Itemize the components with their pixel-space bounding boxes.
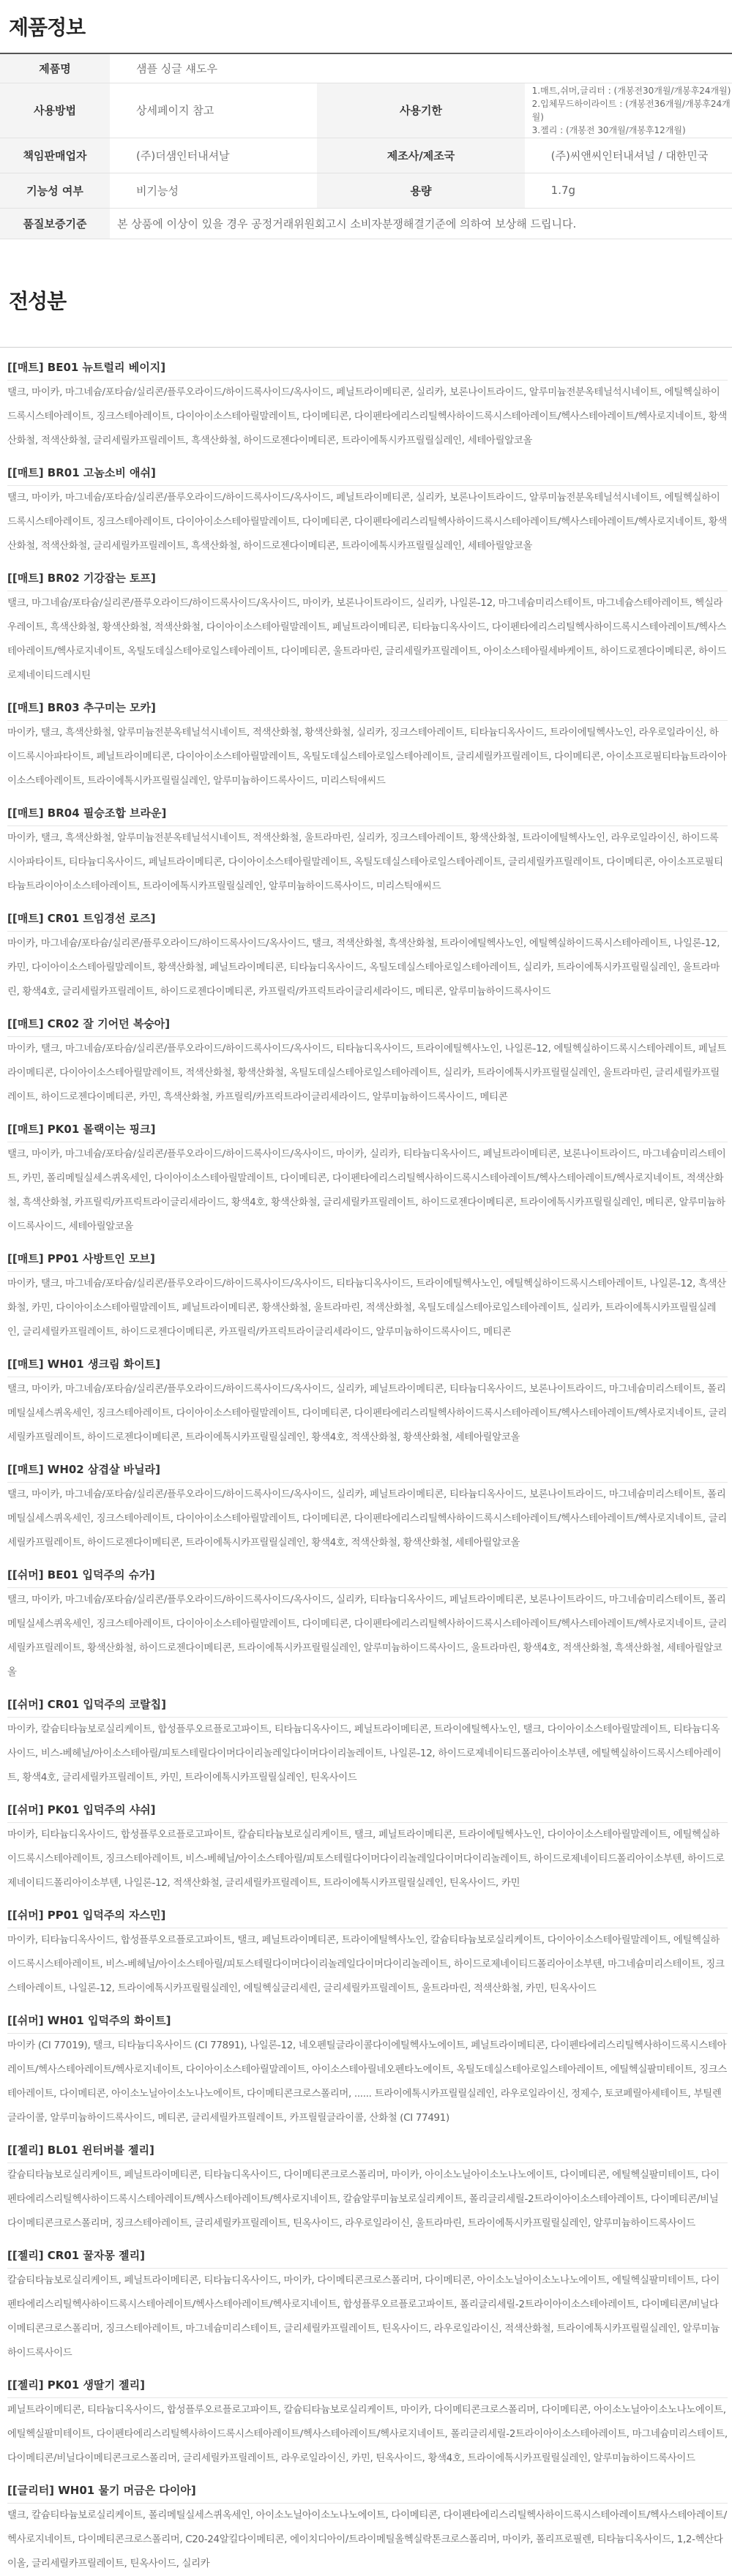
ingredient-section-heading: [[매트] CR01 트임경선 로즈] (7, 899, 728, 932)
expiry-line-1: 1.매트,쉬머,글리터 : (개봉전30개월/개봉후24개월) (531, 85, 731, 96)
ingredient-section (7, 1004, 728, 1109)
ingredient-section (7, 1450, 728, 1555)
spec-value-seller: (주)더샘인터내셔날 (110, 138, 317, 173)
ingredient-section (7, 1109, 728, 1239)
ingredient-section-heading: [[쉬머] WH01 입덕주의 화이트] (7, 2001, 728, 2034)
ingredient-section (7, 2001, 728, 2130)
spec-key-warranty: 품질보증기준 (0, 208, 110, 239)
spec-value-warranty: 본 상품에 이상이 있을 경우 공정거래위원회고시 소비자분쟁해결기준에 의하여 보상해 드립니다. (110, 208, 732, 239)
spec-key-volume: 용량 (317, 173, 524, 208)
ingredient-section (7, 1895, 728, 2001)
ingredient-section-body: 마이카, 탤크, 흑색산화철, 알루미늄전분옥테닐석시네이트, 적색산화철, 울트라마린, 실리카, 징크스테아레이트, 황색산화철, 트라이에틸헥사노인, 라우로일라이신, 하이드록시아파타이트, 티타늄디옥사이드, 페닐트라이메티콘, 다이아이소스테아릴말레이트, 옥틸도데실스테아로일스테아레이트, 글리세릴카프릴레이트, 다이메티콘, 아이소프로필티타늄트라이아이소스테아레이트, 트라이에톡시카프릴릴실레인, 알루미늄하이드록사이드, 미리스틱애씨드 (7, 833, 723, 892)
ingredient-section-heading: [[글리터] WH01 물기 머금은 다이아] (7, 2471, 728, 2504)
ingredient-section-heading: [[쉬머] CR01 입덕주의 코랄칩] (7, 1685, 728, 1718)
spec-key-function: 기능성 여부 (0, 173, 110, 208)
ingredient-section (7, 899, 728, 1004)
spec-row-seller (0, 138, 732, 173)
ingredient-section (7, 2130, 728, 2236)
ingredient-section-heading: [[매트] BR04 필승조합 브라운] (7, 793, 728, 826)
ingredient-section-body: 마이카, 탤크, 마그네슘/포타슘/실리콘/플루오라이드/하이드록사이드/옥사이드, 티타늄디옥사이드, 트라이에틸헥사노인, 나일론-12, 에틸헥실하이드록시스테아레이트, 페닐트라이메티콘, 다이아이소스테아릴말레이트, 적색산화철, 황색산화철, 옥틸도데실스테아로일스테아레이트, 실리카, 트라이에톡시카프릴릴실레인, 울트라마린, 글리세릴카프릴레이트, 하이드로젠다이메티콘, 카민, 흑색산화철, 카프릴릭/카프릭트라이글리세라이드, 알루미늄하이드록사이드, 메티콘 (7, 1044, 726, 1103)
product-info-title: 제품정보 (9, 15, 86, 40)
ingredient-section-heading: [[매트] BR02 기강잡는 토프] (7, 558, 728, 591)
ingredient-section-body: 칼슘티타늄보로실리케이트, 페닐트라이메티콘, 티타늄디옥사이드, 다이메티콘크로스폴리머, 마이카, 아이소노닐아이소노나노에이트, 다이메티콘, 에틸헥실팔미테이트, 다이펜타에리스리틸헥사하이드록시스테아레이트/헥사스테아레이트/헥사로지네이트, 칼슘알루미늄보로실리케이트, 폴리글리세릴-2트라이아이소스테아레이트, 다이메티콘/비닐다이메티콘크로스폴리머, 징크스테아레이트, 글리세릴카프릴레이트, 틴옥사이드, 라우로일라이신, 울트라마린, 트라이에톡시카프릴릴실레인, 알루미늄하이드록사이드 (7, 2170, 720, 2229)
ingredient-section-body: 탤크, 마이카, 마그네슘/포타슘/실리콘/플루오라이드/하이드록사이드/옥사이드, 실리카, 페닐트라이메티콘, 티타늄디옥사이드, 보론나이트라이드, 마그네슘미리스테이트, 폴리메틸실세스퀴옥세인, 징크스테아레이트, 다이아이소스테아릴말레이트, 다이메티콘, 다이펜타에리스리틸헥사하이드록시스테아레이트/헥사스테아레이트/헥사로지네이트, 글리세릴카프릴레이트, 하이드로젠다이메티콘, 트라이에톡시카프릴릴실레인, 황색4호, 적색산화철, 황색산화철, 세테아릴알코올 (7, 1384, 727, 1443)
spec-key-name: 제품명 (0, 53, 110, 83)
ingredient-section-body: 탤크, 마그네슘/포타슘/실리콘/플루오라이드/하이드록사이드/옥사이드, 마이카, 보론나이트라이드, 실리카, 나일론-12, 마그네슘미리스테이트, 마그네슘스테아레이트, 헥실라우레이트, 흑색산화철, 황색산화철, 적색산화철, 다이아이소스테아릴말레이트, 페닐트라이메티콘, 티타늄디옥사이드, 다이펜타에리스리틸헥사하이드록시스테아레이트/헥사스테아레이트/헥사로지네이트, 옥틸도데실스테아로일스테아레이트, 다이메티콘, 울트라마린, 글리세릴카프릴레이트, 아이소스테아릴세바케이트, 하이드로젠다이메티콘, 하이드로제네이티드레시틴 (7, 598, 726, 681)
ingredient-section (7, 2471, 728, 2576)
ingredient-section (7, 688, 728, 793)
ingredient-section-heading: [[매트] WH01 생크림 화이트] (7, 1344, 728, 1377)
spec-row-name (0, 53, 732, 83)
ingredient-section (7, 1344, 728, 1450)
ingredient-section-heading: [[매트] CR02 잘 기어던 복숭아] (7, 1004, 728, 1037)
ingredient-section-body: 탤크, 마이카, 마그네슘/포타슘/실리콘/플루오라이드/하이드록사이드/옥사이드, 실리카, 티타늄디옥사이드, 페닐트라이메티콘, 보론나이트라이드, 마그네슘미리스테이트, 폴리메틸실세스퀴옥세인, 징크스테아레이트, 다이아이소스테아릴말레이트, 다이메티콘, 다이펜타에리스리틸헥사하이드록시스테아레이트/헥사스테아레이트/헥사로지네이트, 글리세릴카프릴레이트, 황색산화철, 하이드로젠다이메티콘, 트라이에톡시카프릴릴실레인, 알루미늄하이드록사이드, 울트라마린, 황색4호, 적색산화철, 흑색산화철, 세테아릴알코올 (7, 1595, 727, 1678)
spec-value-function: 비기능성 (110, 173, 317, 208)
ingredient-section-heading: [[쉬머] PP01 입덕주의 자스민] (7, 1895, 728, 1928)
spec-row-warranty (0, 208, 732, 239)
ingredient-section-heading: [[쉬머] PK01 입덕주의 샤쉬] (7, 1790, 728, 1823)
ingredient-section-heading: [[젤리] CR01 꿀자몽 젤리] (7, 2236, 728, 2269)
ingredient-section-heading: [[매트] BR01 고놈소비 애쉬] (7, 453, 728, 486)
product-info-table (0, 53, 732, 239)
spec-key-expiry: 사용기한 (317, 83, 524, 138)
ingredient-section-body: 마이카, 마그네슘/포타슘/실리콘/플루오라이드/하이드록사이드/옥사이드, 탤크, 적색산화철, 흑색산화철, 트라이에틸헥사노인, 에틸헥실하이드록시스테아레이트, 나일론-12, 카민, 다이아이소스테아릴말레이트, 황색산화철, 페닐트라이메티콘, 티타늄디옥사이드, 옥틸도데실스테아로일스테아레이트, 실리카, 트라이에톡시카프릴릴실레인, 울트라마린, 황색4호, 글리세릴카프릴레이트, 하이드로젠다이메티콘, 카프릴릭/카프릭트라이글리세라이드, 메티콘, 알루미늄하이드록사이드 (7, 938, 720, 997)
ingredient-section-body: 탤크, 칼슘티타늄보로실리케이트, 폴리메틸실세스퀴옥세인, 아이소노닐아이소노나노에이트, 다이메티콘, 다이펜타에리스리틸헥사하이드록시스테아레이트/헥사스테아레이트/헥사로지네이트, 다이메티콘크로스폴리머, C20-24알킬다이메티콘, 에이치디아이/트라이메틸올헥실락톤크로스폴리머, 마이카, 폴리프로필렌, 티타늄디옥사이드, 1,2-헥산다이올, 글리세릴카프릴레이트, 틴옥사이드, 실리카 (7, 2510, 727, 2569)
product-info-section (0, 12, 732, 239)
ingredient-section-heading: [[매트] PK01 몰랙이는 핑크] (7, 1109, 728, 1142)
ingredient-section-heading: [[쉬머] BE01 입덕주의 슈가] (7, 1555, 728, 1588)
ingredient-section-body: 마이카, 탤크, 마그네슘/포타슘/실리콘/플루오라이드/하이드록사이드/옥사이드, 티타늄디옥사이드, 트라이에틸헥사노인, 에틸헥실하이드록시스테아레이트, 나일론-12, 흑색산화철, 카민, 다이아이소스테아릴말레이트, 페닐트라이메티콘, 황색산화철, 울트라마린, 적색산화철, 옥틸도데실스테아로일스테아레이트, 실리카, 트라이에톡시카프릴릴실레인, 글리세릴카프릴레이트, 하이드로젠다이메티콘, 카프릴릭/카프릭트라이글리세라이드, 알루미늄하이드록사이드, 메티콘 (7, 1278, 726, 1338)
expiry-line-3: 3.젤리 : (개봉전 30개월/개봉후12개월) (531, 124, 686, 135)
ingredient-section-heading: [[젤리] PK01 생딸기 젤리] (7, 2365, 728, 2398)
ingredient-section (7, 558, 728, 688)
spec-key-usage: 사용방법 (0, 83, 110, 138)
ingredient-section-body: 마이카, 티타늄디옥사이드, 합성플루오르플로고파이트, 탤크, 페닐트라이메티콘, 트라이에틸헥사노인, 칼슘티타늄보로실리케이트, 다이아이소스테아릴말레이트, 에틸헥실하이드록시스테아레이트, 비스-베헤닐/아이소스테아릴/피토스테릴다이머다이리놀레일다이머다이리놀레이트, 하이드로제네이티드폴리아이소부텐, 마그네슘미리스테이트, 징크스테아레이트, 나일론-12, 트라이에톡시카프릴릴실레인, 에틸헥실글리세린, 글리세릴카프릴레이트, 울트라마린, 적색산화철, 카민, 틴옥사이드 (7, 1935, 725, 1994)
ingredient-section-heading: [[매트] PP01 사방트인 모브] (7, 1239, 728, 1272)
spec-row-function (0, 173, 732, 208)
ingredient-section (7, 1239, 728, 1344)
spec-value-name: 샘플 싱글 섀도우 (110, 53, 732, 83)
ingredient-section (7, 793, 728, 899)
ingredient-section (7, 2236, 728, 2365)
ingredient-section-body: 마이카, 탤크, 흑색산화철, 알루미늄전분옥테닐석시네이트, 적색산화철, 황색산화철, 실리카, 징크스테아레이트, 티타늄디옥사이드, 트라이에틸헥사노인, 라우로일라이신, 하이드록시아파타이트, 페닐트라이메티콘, 다이아이소스테아릴말레이트, 옥틸도데실스테아로일스테아레이트, 글리세릴카프릴레이트, 다이메티콘, 아이소프로필티타늄트라이아이소스테아레이트, 트라이에톡시카프릴릴실레인, 알루미늄하이드록사이드, 미리스틱애씨드 (7, 727, 727, 787)
ingredients-list (0, 347, 732, 2576)
ingredient-section-heading: [[매트] WH02 삼겹살 바닐라] (7, 1450, 728, 1483)
ingredient-section-body: 탤크, 마이카, 마그네슘/포타슘/실리콘/플루오라이드/하이드록사이드/옥사이드, 실리카, 페닐트라이메티콘, 티타늄디옥사이드, 보론나이트라이드, 마그네슘미리스테이트, 폴리메틸실세스퀴옥세인, 징크스테아레이트, 다이아이소스테아릴말레이트, 다이메티콘, 다이펜타에리스리틸헥사하이드록시스테아레이트/헥사스테아레이트/헥사로지네이트, 글리세릴카프릴레이트, 하이드로젠다이메티콘, 트라이에톡시카프릴릴실레인, 황색4호, 적색산화철, 황색산화철, 세테아릴알코올 (7, 1489, 727, 1549)
ingredient-section (7, 1555, 728, 1685)
spec-key-maker: 제조사/제조국 (317, 138, 524, 173)
spec-value-usage: 상세페이지 참고 (110, 83, 317, 138)
spec-row-usage (0, 83, 732, 138)
ingredient-section (7, 453, 728, 558)
ingredient-section-heading: [[젤리] BL01 윈터버블 젤리] (7, 2130, 728, 2163)
ingredient-section-heading: [[매트] BR03 추구미는 모카] (7, 688, 728, 721)
ingredients-title: 전성분 (9, 289, 67, 313)
spec-value-volume: 1.7g (525, 173, 732, 208)
ingredient-section-body: 탤크, 마이카, 마그네슘/포타슘/실리콘/플루오라이드/하이드록사이드/옥사이드, 페닐트라이메티콘, 실리카, 보론나이트라이드, 알루미늄전분옥테닐석시네이트, 에틸헥실하이드록시스테아레이트, 징크스테아레이트, 다이아이소스테아릴말레이트, 다이메티콘, 다이펜타에리스리틸헥사하이드록시스테아레이트/헥사스테아레이트/헥사로지네이트, 황색산화철, 적색산화철, 글리세릴카프릴레이트, 흑색산화철, 하이드로젠다이메티콘, 트라이에톡시카프릴릴실레인, 세테아릴알코올 (7, 387, 727, 446)
spec-key-seller: 책임판매업자 (0, 138, 110, 173)
ingredient-section-body: 탤크, 마이카, 마그네슘/포타슘/실리콘/플루오라이드/하이드록사이드/옥사이드, 마이카, 실리카, 티타늄디옥사이드, 페닐트라이메티콘, 보론나이트라이드, 마그네슘미리스테이트, 카민, 폴리메틸실세스퀴옥세인, 다이아이소스테아릴말레이트, 다이메티콘, 다이펜타에리스리틸헥사하이드록시스테아레이트/헥사스테아레이트/헥사로지네이트, 적색산화철, 흑색산화철, 카프릴릭/카프릭트라이글리세라이드, 황색4호, 황색산화철, 글리세릴카프릴레이트, 하이드로젠다이메티콘, 트라이에톡시카프릴릴실레인, 메티콘, 알루미늄하이드록사이드, 세테아릴알코올 (7, 1149, 726, 1232)
ingredient-section-body: 마이카, 칼슘티타늄보로실리케이트, 합성플루오르플로고파이트, 티타늄디옥사이드, 페닐트라이메티콘, 트라이에틸헥사노인, 탤크, 다이아이소스테아릴말레이트, 티타늄디옥사이드, 비스-베헤닐/아이소스테아릴/피토스테릴다이머다이리놀레일다이머다이리놀레이트, 나일론-12, 하이드로제네이티드폴리아이소부텐, 에틸헥실하이드록시스테아레이트, 황색4호, 글리세릴카프릴레이트, 카민, 트라이에톡시카프릴릴실레인, 틴옥사이드 (7, 1724, 722, 1783)
ingredient-section-body: 마이카, 티타늄디옥사이드, 합성플루오르플로고파이트, 칼슘티타늄보로실리케이트, 탤크, 페닐트라이메티콘, 트라이에틸헥사노인, 다이아이소스테아릴말레이트, 에틸헥실하이드록시스테아레이트, 징크스테아레이트, 비스-베헤닐/아이소스테아릴/피토스테릴다이머다이리놀레일다이머다이리놀레이트, 하이드로제네이티드폴리아이소부텐, 하이드로제네이티드폴리아이소부텐, 나일론-12, 적색산화철, 글리세릴카프릴레이트, 트라이에톡시카프릴릴실레인, 틴옥사이드, 카민 (7, 1830, 725, 1889)
ingredient-section (7, 1685, 728, 1790)
ingredient-section (7, 2365, 728, 2471)
spec-value-expiry (525, 83, 732, 138)
ingredient-section-body: 탤크, 마이카, 마그네슘/포타슘/실리콘/플루오라이드/하이드록사이드/옥사이드, 페닐트라이메티콘, 실리카, 보론나이트라이드, 알루미늄전분옥테닐석시네이트, 에틸헥실하이드록시스테아레이트, 징크스테아레이트, 다이아이소스테아릴말레이트, 다이메티콘, 다이펜타에리스리틸헥사하이드록시스테아레이트/헥사스테아레이트/헥사로지네이트, 황색산화철, 적색산화철, 글리세릴카프릴레이트, 흑색산화철, 하이드로젠다이메티콘, 트라이에톡시카프릴릴실레인, 세테아릴알코올 (7, 493, 727, 552)
ingredient-section (7, 1790, 728, 1895)
spec-value-maker: (주)씨앤씨인터내셔널 / 대한민국 (525, 138, 732, 173)
expiry-line-2: 2.입체무드하이라이트 : (개봉전36개월/개봉후24개월) (531, 98, 731, 122)
ingredients-section (0, 285, 732, 2576)
ingredient-section-body: 칼슘티타늄보로실리케이트, 페닐트라이메티콘, 티타늄디옥사이드, 마이카, 다이메티콘크로스폴리머, 다이메티콘, 아이소노닐아이소노나노에이트, 에틸헥실팔미테이트, 다이펜타에리스리틸헥사하이드록시스테아레이트/헥사스테아레이트/헥사로지네이트, 합성플루오르플로고파이트, 폴리글리세릴-2트라이아이소스테아레이트, 다이메티콘/비닐다이메티콘크로스폴리머, 징크스테아레이트, 마그네슘미리스테이트, 글리세릴카프릴레이트, 틴옥사이드, 라우로일라이신, 적색산화철, 트라이에톡시카프릴릴실레인, 알루미늄하이드록사이드 (7, 2275, 720, 2359)
ingredient-section-body: 페닐트라이메티콘, 티타늄디옥사이드, 합성플루오르플로고파이트, 칼슘티타늄보로실리케이트, 마이카, 다이메티콘크로스폴리머, 다이메티콘, 아이소노닐아이소노나노에이트, 에틸헥실팔미테이트, 다이펜타에리스리틸헥사하이드록시스테아레이트/헥사스테아레이트/헥사로지네이트, 폴리글리세릴-2트라이아이소스테아레이트, 마그네슘미리스테이트, 다이메티콘/비닐다이메티콘크로스폴리머, 글리세릴카프릴레이트, 라우로일라이신, 카민, 틴옥사이드, 황색4호, 트라이에톡시카프릴릴실레인, 알루미늄하이드록사이드 (7, 2405, 728, 2464)
ingredient-section-body: 마이카 (CI 77019), 탤크, 티타늄디옥사이드 (CI 77891), 나일론-12, 네오펜틸글라이콜다이에틸헥사노에이트, 페닐트라이메티콘, 다이펜타에리스리틸헥사하이드록시스테아레이트/헥사스테아레이트/헥사로지네이트, 다이아이소스테아릴말레이트, 아이소스테아릴네오펜타노에이트, 옥틸도데실스테아로일스테아레이트, 에틸헥실팔미테이트, 징크스테아레이트, 다이메티콘, 아이소노닐아이소노나노에이트, 다이메티콘크로스폴리머, ...... 트라이에톡시카프릴릴실레인, 라우로일라이신, 정제수, 토코페릴아세테이트, 부틸렌글라이콜, 알루미늄하이드록사이드, 메티콘, 글리세릴카프릴레이트, 카프릴릴글라이콜, 산화철 (CI 77491) (7, 2040, 727, 2124)
ingredient-section (7, 348, 728, 453)
ingredient-section-heading: [[매트] BE01 뉴트럴리 베이지] (7, 348, 728, 381)
